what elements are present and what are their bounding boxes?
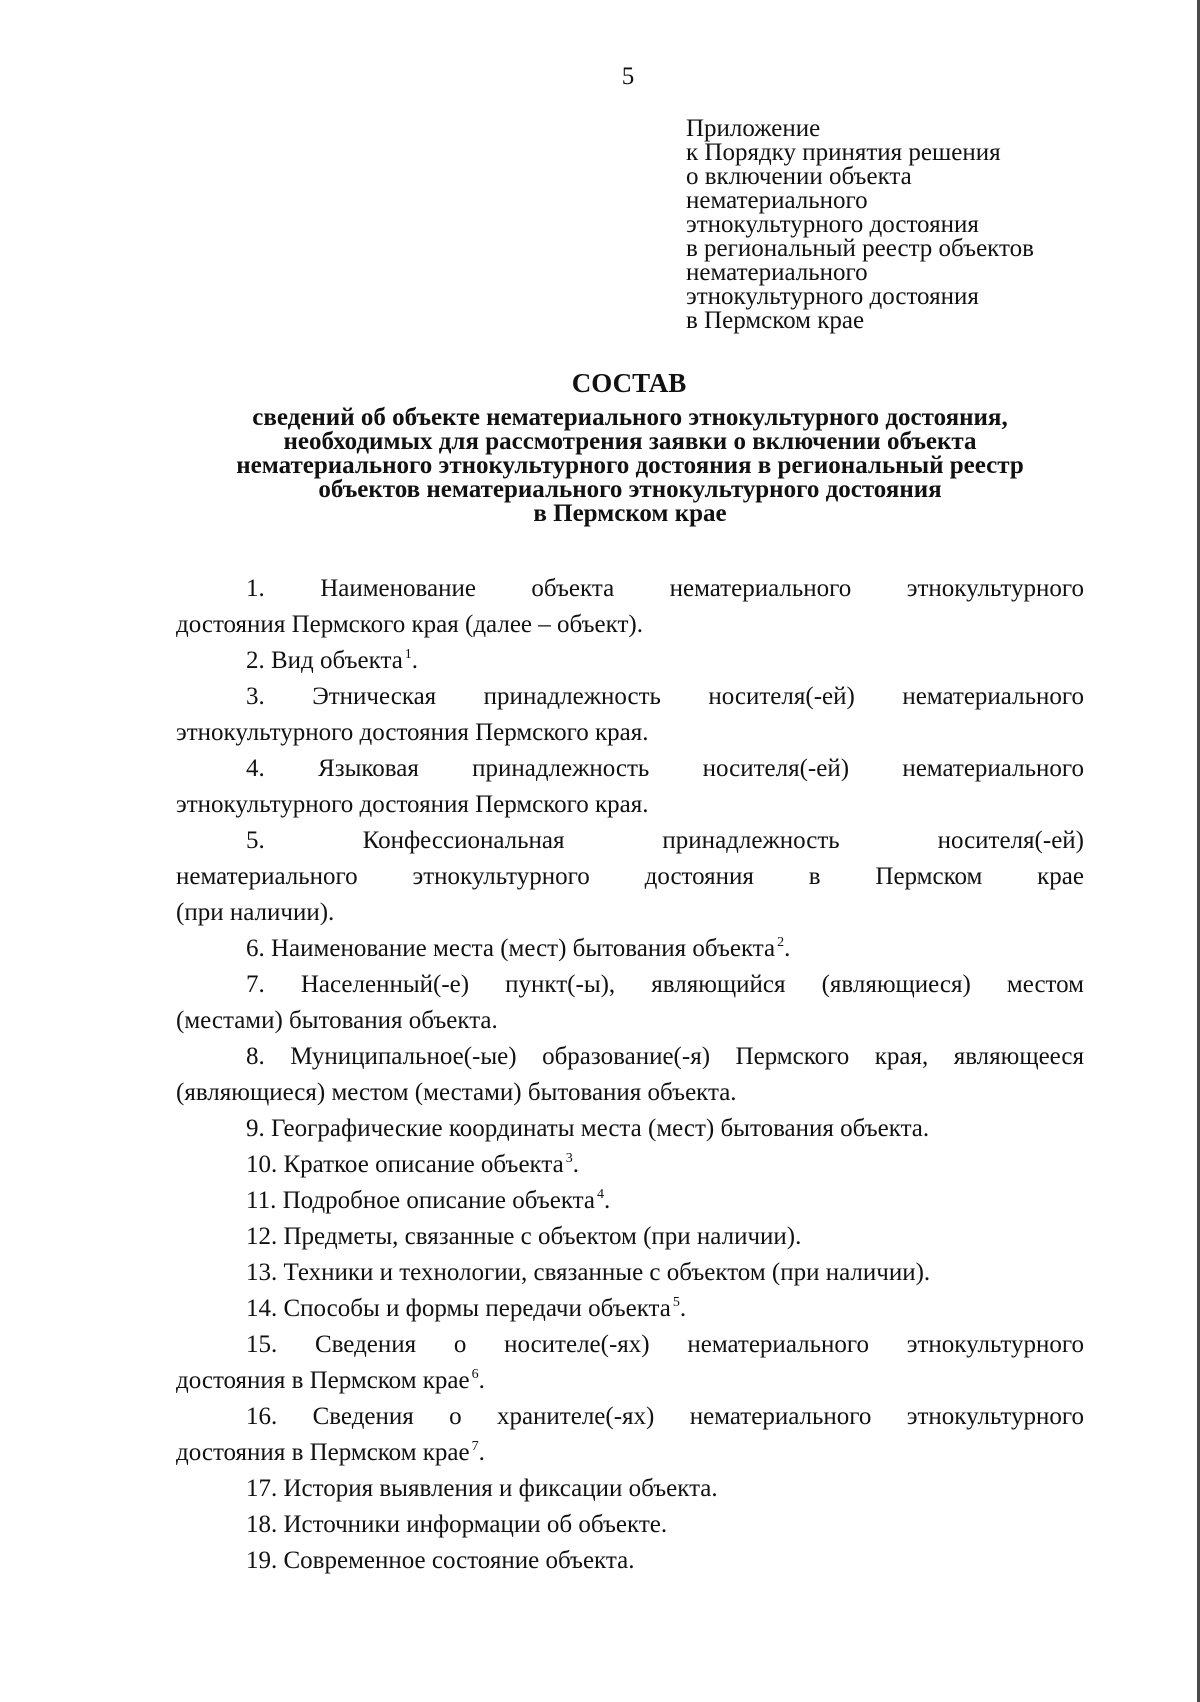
list-item-line: 2. Вид объекта $^1$. [246,647,419,674]
appendix-line: нематериального [686,259,868,286]
list-item-line: этнокультурного достояния Пермского края. [176,719,649,746]
footnote-ref: 2 [777,935,785,950]
list-item [176,823,1084,931]
list-item [176,931,1084,967]
list-item-line: 5. Конфессиональная принадлежность носителя(-ей) [246,827,1084,854]
appendix-line: к Порядку принятия решения [686,139,1001,166]
footnote-period: . [604,1187,611,1214]
footnote-ref: 4 [597,1187,604,1202]
list-item [176,1399,1084,1471]
list-item-line: 14. Способы и формы передачи объекта $^5$. [246,1295,687,1322]
list-item-line: 19. Современное состояние объекта. [246,1547,635,1574]
list-item-line: 1. Наименование объекта нематериального этнокультурного [246,575,1084,602]
list-item-line: 3. Этническая принадлежность носителя(-ей) нематериального [246,683,1084,710]
list-item [176,1219,1084,1255]
list-item-line: 17. История выявления и фиксации объекта. [246,1475,718,1502]
list-item [176,1111,1084,1147]
list-item [176,643,1084,679]
list-item [176,1471,1084,1507]
appendix-line: этнокультурного достояния [686,283,979,310]
list-item-line: достояния в Пермском крае $^7$. [176,1439,485,1466]
footnote-ref: 6 [471,1367,479,1382]
list-item [176,967,1084,1039]
subtitle-line: сведений об объекте нематериального этнокультурного достояния, [252,404,1008,431]
subtitle-line: объектов нематериального этнокультурного достояния [318,476,942,503]
list-item [176,1255,1084,1291]
list-item-line: (являющиеся) местом (местами) бытования объекта. [176,1079,737,1106]
items-list [176,571,1084,1579]
list-item-line: (местами) бытования объекта. [176,1007,498,1034]
appendix-line: в Пермском крае [686,307,865,334]
appendix-line: о включении объекта [686,163,912,190]
subtitle-line: нематериального этнокультурного достояния в региональный реестр [236,452,1024,479]
list-item-line: 4. Языковая принадлежность носителя(-ей) нематериального [246,755,1084,782]
appendix-line: Приложение [686,115,821,142]
list-item-line: 15. Сведения о носителе(-ях) нематериального этнокультурного [246,1331,1084,1358]
list-item-line: 10. Краткое описание объекта $^3$. [246,1151,579,1178]
list-item-line: 9. Географические координаты места (мест) бытования объекта. [246,1115,930,1142]
list-item [176,1291,1084,1327]
list-item [176,1507,1084,1543]
page-number: 5 [621,63,635,90]
list-item [176,1543,1084,1579]
list-item-line: 8. Муниципальное(-ые) образование(-я) Пермского края, являющееся [246,1043,1084,1070]
list-item [176,1147,1084,1183]
appendix-line: этнокультурного достояния [686,211,979,238]
list-item-line: 11. Подробное описание объекта $^4$. [246,1187,611,1214]
footnote-period: . [411,647,419,674]
list-item-line: 13. Техники и технологии, связанные с объектом (при наличии). [246,1259,931,1286]
footnote-period: . [572,1151,579,1178]
footnote-period: . [679,1295,687,1322]
footnote-period: . [478,1439,485,1466]
list-item-line: 12. Предметы, связанные с объектом (при наличии). [246,1223,802,1250]
footnote-ref: 5 [672,1295,680,1310]
subtitle-line: в Пермском крае [533,500,727,527]
appendix-block [686,117,1034,333]
document-subtitle [176,406,1084,526]
footnote-ref: 1 [404,647,412,662]
appendix-line: в региональный реестр объектов [686,235,1034,262]
footnote-period: . [478,1367,485,1394]
appendix-line: нематериального [686,187,868,214]
list-item [176,1039,1084,1111]
document-title: СОСТАВ [571,368,687,398]
list-item-line: достояния Пермского края (далее – объект). [176,611,643,638]
list-item-line: этнокультурного достояния Пермского края. [176,791,649,818]
list-item-line: достояния в Пермском крае $^6$. [176,1367,485,1394]
list-item [176,1183,1084,1219]
footnote-ref: 3 [565,1151,573,1166]
footnote-period: . [784,935,791,962]
list-item-line: (при наличии). [176,899,335,926]
list-item-line: 7. Населенный(-е) пункт(-ы), являющийся (являющиеся) местом [246,971,1084,998]
list-item-line: 6. Наименование места (мест) бытования объекта $^2$. [246,935,791,962]
list-item-line: нематериального этнокультурного достояния в Пермском крае [176,863,1084,890]
list-item [176,571,1084,643]
list-item-line: 16. Сведения о хранителе(-ях) нематериального этнокультурного [246,1403,1084,1430]
footnote-ref: 7 [471,1439,479,1454]
list-item-line: 18. Источники информации об объекте. [246,1511,668,1538]
subtitle-line: необходимых для рассмотрения заявки о включении объекта [283,428,977,455]
list-item [176,751,1084,823]
list-item [176,1327,1084,1399]
list-item [176,679,1084,751]
